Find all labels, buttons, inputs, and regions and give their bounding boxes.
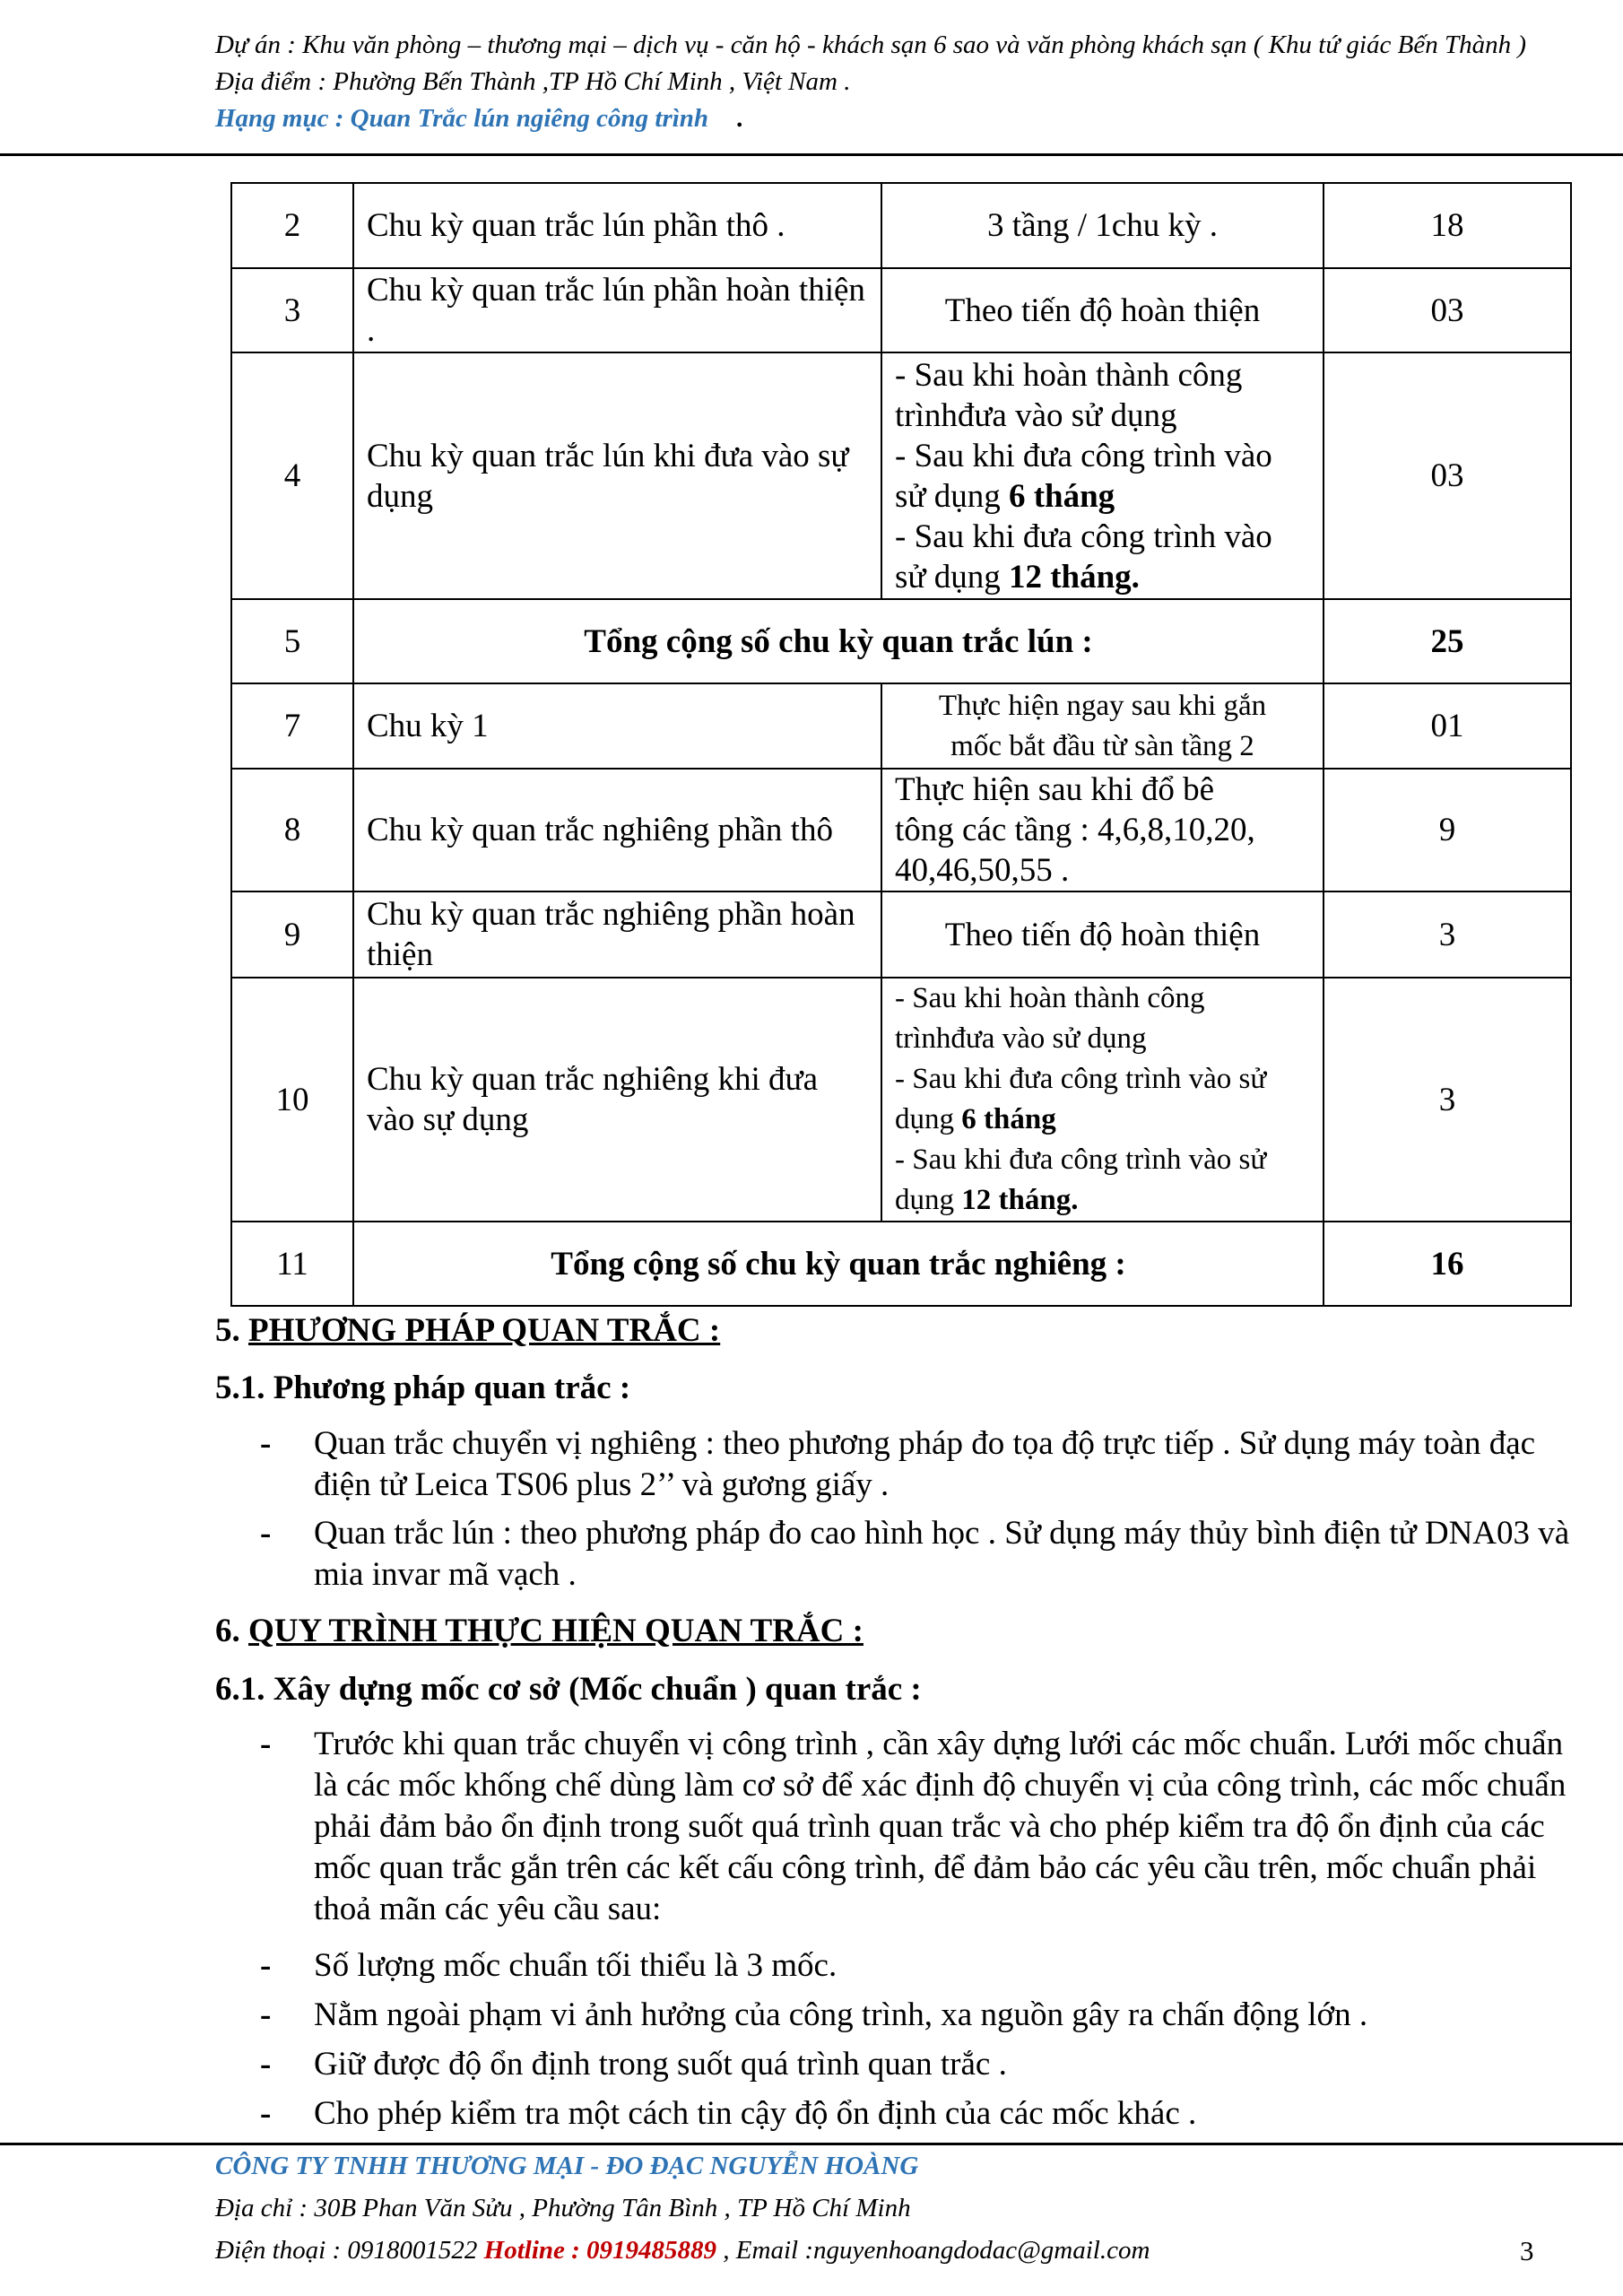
time-line xyxy=(895,1180,1310,1221)
bullet-dash: - xyxy=(260,1947,272,1984)
time-line: Thực hiện sau khi đổ bê xyxy=(895,771,1215,808)
row-no: 5 xyxy=(231,599,353,683)
section-6-1-heading: 6.1. Xây dựng mốc cơ sở (Mốc chuẩn ) quan trắc : xyxy=(215,1671,922,1708)
table-row-total xyxy=(231,1222,1571,1306)
time-line: - Sau khi đưa công trình vào sử xyxy=(895,1144,1267,1176)
time-line: trìnhđưa vào sử dụng xyxy=(895,1022,1147,1055)
section-5-heading xyxy=(215,1314,720,1347)
time-line: 40,46,50,55 . xyxy=(895,852,1070,889)
section-6-title: QUY TRÌNH THỰC HIỆN QUAN TRẮC : xyxy=(248,1613,864,1649)
bullet-dash: - xyxy=(260,1726,272,1762)
row-no: 4 xyxy=(231,352,353,599)
row-time xyxy=(881,683,1324,769)
table-row xyxy=(231,978,1571,1222)
row-no: 10 xyxy=(231,978,353,1222)
footer-hotline: Hotline : 0919485889 xyxy=(483,2236,717,2265)
row-count: 3 xyxy=(1324,891,1571,978)
time-line-bold: 6 tháng xyxy=(1008,477,1115,515)
page-number: 3 xyxy=(1520,2235,1534,2266)
row-count: 03 xyxy=(1324,268,1571,352)
row-total-label: Tổng cộng số chu kỳ quan trắc lún : xyxy=(353,599,1324,683)
table-row xyxy=(231,891,1571,978)
bullet-dash: - xyxy=(260,1515,272,1552)
time-line xyxy=(895,476,1310,517)
row-content: Chu kỳ quan trắc nghiêng phần hoàn thiện xyxy=(353,891,881,978)
section-6-heading xyxy=(215,1614,864,1648)
time-line-bold: 12 tháng. xyxy=(961,1184,1079,1216)
row-no: 3 xyxy=(231,268,353,352)
footer-phone: Điện thoại : 0918001522 xyxy=(215,2236,484,2265)
bullet-dash: - xyxy=(260,2095,272,2132)
time-line-text: dụng xyxy=(895,1184,962,1216)
table-row-total xyxy=(231,599,1571,683)
row-count: 01 xyxy=(1324,683,1571,769)
row-total-count: 16 xyxy=(1324,1222,1571,1306)
row-content: Chu kỳ quan trắc nghiêng khi đưa vào sự dụng xyxy=(353,978,881,1222)
row-count: 03 xyxy=(1324,352,1571,599)
header-location: Địa điểm : Phường Bến Thành ,TP Hồ Chí Minh , Việt Nam . xyxy=(215,67,851,96)
bullet-dash: - xyxy=(260,1425,272,1462)
bullet-text: Trước khi quan trắc chuyển vị công trình , cần xây dựng lưới các mốc chuẩn. Lưới mốc chuẩn là các mốc khống chế dùng làm cơ sở để xác định độ chuyển vị của công trình, các mốc chuẩn phải đảm bảo ổn định trong suốt quá trình quan trắc và cho phép kiểm tra độ ổn định của các mốc quan trắc gắn trên các kết cấu công trình, để đảm bảo các yêu cầu trên, mốc chuẩn phải thoả mãn các yêu cầu sau: xyxy=(314,1726,1567,1927)
row-total-label: Tổng cộng số chu kỳ quan trắc nghiêng : xyxy=(353,1222,1324,1306)
row-time xyxy=(881,352,1324,599)
header-category-dot: . xyxy=(737,104,744,133)
row-no: 9 xyxy=(231,891,353,978)
time-line: - Sau khi đưa công trình vào xyxy=(895,437,1272,474)
row-content: Chu kỳ quan trắc lún phần thô . xyxy=(353,183,881,268)
table-row xyxy=(231,183,1571,268)
table-row xyxy=(231,769,1571,891)
bullet-text: Quan trắc chuyển vị nghiêng : theo phương pháp đo tọa độ trực tiếp . Sử dụng máy toàn đạc điện tử Leica TS06 plus 2’’ và gương giấy . xyxy=(314,1425,1536,1503)
row-count: 3 xyxy=(1324,978,1571,1222)
bullet-dash: - xyxy=(260,2046,272,2083)
bullet-text: Số lượng mốc chuẩn tối thiểu là 3 mốc. xyxy=(314,1947,838,1984)
row-no: 2 xyxy=(231,183,353,268)
time-line-bold: 12 tháng. xyxy=(1008,558,1140,596)
time-line-text: dụng xyxy=(895,1103,962,1135)
time-line: mốc bắt đầu từ sàn tầng 2 xyxy=(950,729,1254,762)
row-no: 8 xyxy=(231,769,353,891)
row-time xyxy=(881,978,1324,1222)
header-rule xyxy=(0,153,1623,156)
header-category-text: Hạng mục : Quan Trắc lún ngiêng công trình xyxy=(215,104,709,133)
time-line: - Sau khi đưa công trình vào xyxy=(895,517,1272,555)
row-count: 18 xyxy=(1324,183,1571,268)
bullet-text: Quan trắc lún : theo phương pháp đo cao hình học . Sử dụng máy thủy bình điện tử DNA03 và mia invar mã vạch . xyxy=(314,1515,1570,1593)
time-line-text: sử dụng xyxy=(895,558,1009,596)
section-5-title: PHƯƠNG PHÁP QUAN TRẮC : xyxy=(248,1312,721,1349)
row-content: Chu kỳ 1 xyxy=(353,683,881,769)
row-time: Theo tiến độ hoàn thiện xyxy=(881,891,1324,978)
row-content: Chu kỳ quan trắc nghiêng phần thô xyxy=(353,769,881,891)
row-count: 9 xyxy=(1324,769,1571,891)
time-line: Thực hiện ngay sau khi gắn xyxy=(938,689,1267,722)
row-no: 11 xyxy=(231,1222,353,1306)
row-content: Chu kỳ quan trắc lún phần hoàn thiện . xyxy=(353,268,881,352)
footer-rule xyxy=(0,2143,1623,2145)
time-line: - Sau khi hoàn thành công xyxy=(895,982,1205,1014)
row-time xyxy=(881,769,1324,891)
time-line: trìnhđưa vào sử dụng xyxy=(895,396,1177,434)
footer-email: , Email :nguyenhoangdodac@gmail.com xyxy=(716,2236,1150,2265)
bullet-text: Cho phép kiểm tra một cách tin cậy độ ổn định của các mốc khác . xyxy=(314,2095,1197,2132)
bullet-text: Nằm ngoài phạm vi ảnh hưởng của công trình, xa nguồn gây ra chấn động lớn . xyxy=(314,1996,1368,2033)
time-line xyxy=(895,1100,1310,1140)
time-line xyxy=(895,557,1310,597)
row-time: Theo tiến độ hoàn thiện xyxy=(881,268,1324,352)
row-time: 3 tầng / 1chu kỳ . xyxy=(881,183,1324,268)
header-category xyxy=(215,106,743,132)
section-5-1-heading: 5.1. Phương pháp quan trắc : xyxy=(215,1370,631,1406)
footer-contact xyxy=(215,2238,1150,2264)
table-row xyxy=(231,268,1571,352)
footer-address: Địa chỉ : 30B Phan Văn Sửu , Phường Tân Bình , TP Hồ Chí Minh xyxy=(215,2194,911,2222)
row-total-count: 25 xyxy=(1324,599,1571,683)
time-line: tông các tầng : 4,6,8,10,20, xyxy=(895,812,1255,848)
row-no: 7 xyxy=(231,683,353,769)
bullet-text: Giữ được độ ổn định trong suốt quá trình quan trắc . xyxy=(314,2046,1007,2083)
header-project: Dự án : Khu văn phòng – thương mại – dịch vụ - căn hộ - khách sạn 6 sao và văn phòng khách sạn ( Khu tứ giác Bến Thành ) xyxy=(215,30,1526,59)
time-line-bold: 6 tháng xyxy=(961,1103,1056,1135)
row-content: Chu kỳ quan trắc lún khi đưa vào sự dụng xyxy=(353,352,881,599)
footer-company: CÔNG TY TNHH THƯƠNG MẠI - ĐO ĐẠC NGUYỄN HOÀNG xyxy=(215,2152,919,2180)
section-5-number: 5. xyxy=(215,1312,248,1349)
cycle-table xyxy=(230,182,1572,1307)
bullet-dash: - xyxy=(260,1996,272,2033)
table-row xyxy=(231,352,1571,599)
time-line-text: sử dụng xyxy=(895,477,1009,515)
time-line: - Sau khi đưa công trình vào sử xyxy=(895,1063,1267,1095)
section-6-number: 6. xyxy=(215,1613,248,1649)
table-row xyxy=(231,683,1571,769)
time-line: - Sau khi hoàn thành công xyxy=(895,356,1243,394)
